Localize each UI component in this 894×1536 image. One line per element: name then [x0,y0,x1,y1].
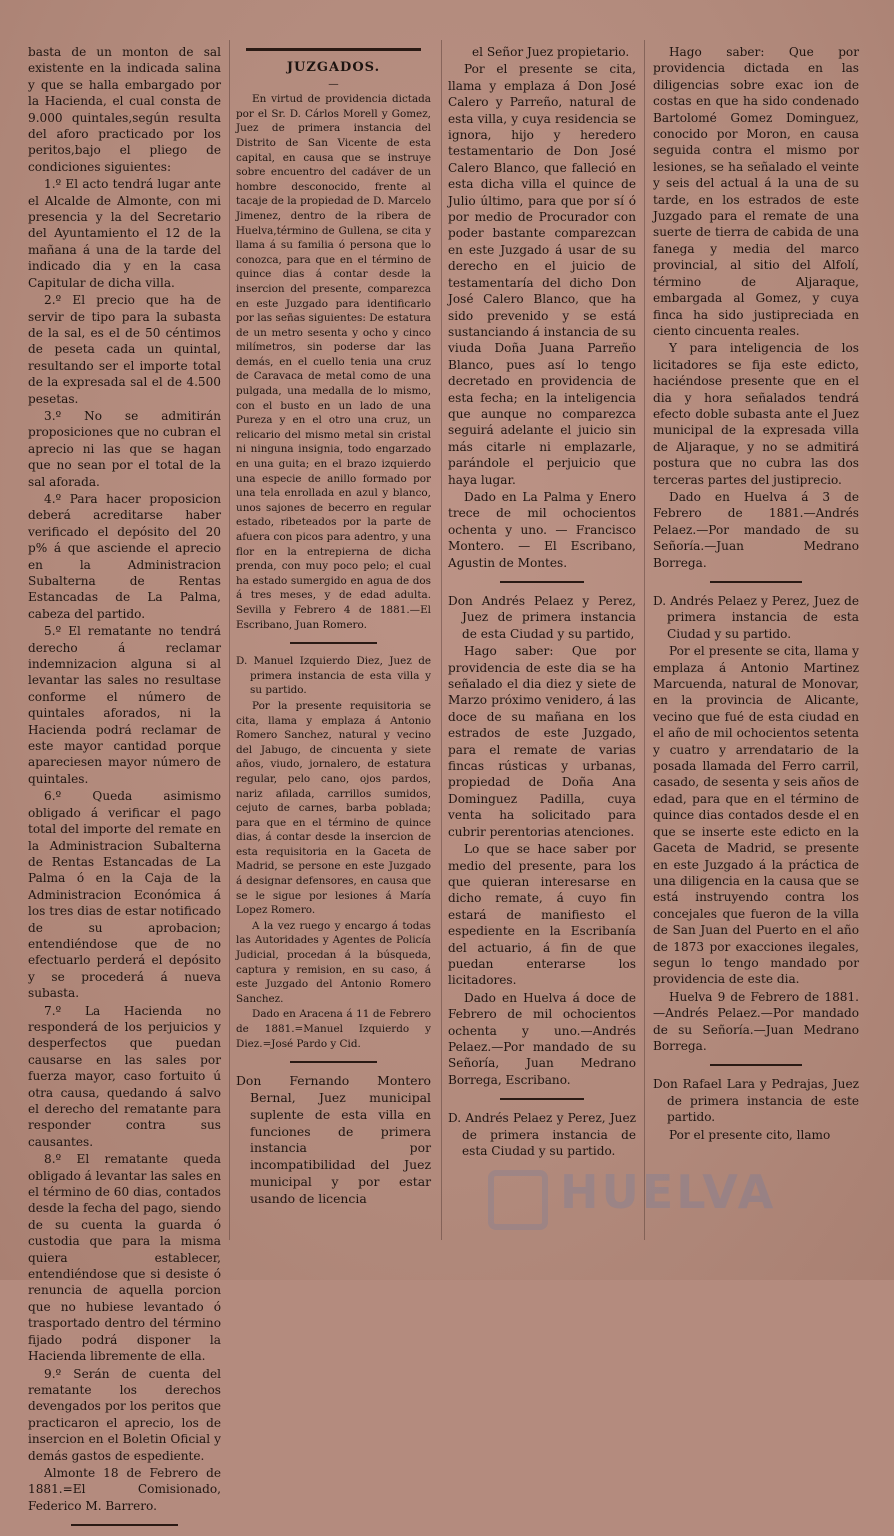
paragraph: Por el presente cito, llamo [669,1127,831,1142]
paragraph: Hago saber: Que por providencia de este dia se ha señalado el dia diez y siete de Marzo próximo venidero, á las doce de su mañana en los estrados de este Juzgado, para el remate de varias fincas rústicas y urbanas, propiedad de Doña Ana Dominguez Padilla, cuya venta ha solicitado para cubrir perentorias atenciones. [448,644,636,839]
paragraph: D. Manuel Izquierdo Diez, Juez de primera instancia de esta villa y su partido. [236,655,431,697]
divider [500,1098,585,1100]
paragraph: 1.º El acto tendrá lugar ante el Alcalde de Almonte, con mi presencia y la del Secretario del Ayuntamiento el 12 de la mañana á una de la tarde del indicado dia y en la casa Capitular de dicha villa. [28,177,221,290]
paragraph: Por la presente requisitoria se cita, llama y emplaza á Antonio Romero Sanchez, natural y vecino del Jabugo, de cincuenta y siete años, viudo, jornalero, de estatura regular, pelo cano, ojos pardos, nariz afilada, carrillos sumidos, cejuto de carnes, barba poblada; para que en el término de quince dias, á contar desde la insercion de esta requisitoria en la Gaceta de Madrid, se persone en este Juzgado á designar defensores, en causa que se le sigue por lesiones á María Lopez Romero. [236,699,431,917]
paragraph: 2.º El precio que ha de servir de tipo para la subasta de la sal, es el de 50 céntimos de peseta cada un quintal, resultando ser el importe total de la expresada sal el de 4.500 pesetas. [28,293,221,406]
divider [500,581,585,583]
paragraph: 6.º Queda asimismo obligado á verificar el pago total del importe del remate en la Administracion Subalterna de Rentas Estancadas de La Palma ó en la Caja de la Administracion Económica á los tres dias de estar notificado de su aprobacion; entendiéndose que de no efectuarlo perderá el depósito y se procederá á nueva subasta. [28,789,221,1001]
divider [290,1061,378,1063]
paragraph: 7.º La Hacienda no responderá de los perjuicios y desperfectos que puedan causarse en las sales por fuerza mayor, caso fortuito ú otra causa, quedando á salvo el derecho del rematante para responder contra sus causantes. [28,1003,221,1149]
watermark: HUELVA [560,1165,777,1219]
paragraph: 8.º El rematante queda obligado á levantar las sales en el término de 60 dias, contados desde la fecha del pago, siendo de su cuenta la guarda ó custodia que para la misma quiera establecer, entendiéndose que si desiste ó renuncia de aquella porcion que no hubiese levantado ó trasportado dentro del término fijado podrá disponer la Hacienda libremente de ella. [28,1152,221,1364]
paragraph: Don Andrés Pelaez y Perez, Juez de primera instancia de esta Ciudad y su partido, [448,594,636,641]
paragraph: Lo que se hace saber por medio del presente, para los que quieran interesarse en dicho remate, á cuyo fin estará de manifiesto el espediente en la Escribanía del actuario, á fin de que puedan enterarse los licitadores. [448,842,636,988]
paragraph: En virtud de providencia dictada por el Sr. D. Cárlos Morell y Gomez, Juez de primera instancia del Distrito de San Vicente de esta capital, en causa que se instruye sobre encuentro del cadáver de un hombre desconocido, frente al tacaje de la propiedad de D. Marcelo Jimenez, dentro de la ribera de Huelva,término de Gullena, se cita y llama á su familia ó persona que lo conozca, para que en el término de quince dias á contar desde la insercion del presente, comparezca en este Juzgado para identificarlo por las señas siguientes: De estatura de un metro sesenta y ocho y cinco milímetros, sin poderse dar las demás, en el cuello tenia una cruz de Caravaca de metal como de una pulgada, una medalla de lo mismo, con el busto en un lado de una Pureza y en el otro una cruz, un relicario del mismo metal sin cristal ni ninguna insignia, todo engarzado en una guita; en el brazo izquierdo una especie de anillo formado por una tela enrollada en azul y blanco, unos sajones de becerro en regular estado, ribeteados por la parte de afuera con picos para adentro, y una flor en la entrepierna de dicha prenda, con muy poco pelo; el cual ha estado sumergido en agua de dos á tres meses, y de edad adulta. Sevilla y Febrero 4 de 1881.—El Escribano, Juan Romero. [236,93,431,631]
paragraph: Y para inteligencia de los licitadores se fija este edicto, haciéndose presente que en el dia y hora señalados tendrá efecto doble subasta ante el Juez municipal de la expresada villa de Aljaraque, y no se admitirá postura que no cubra las dos terceras partes del justiprecio. [653,341,859,487]
title-dash: — [328,77,339,90]
divider [710,1064,803,1066]
paragraph: Dado en La Palma y Enero trece de mil ochocientos ochenta y uno. — Francisco Montero. — El Escribano, Agustin de Montes. [448,489,636,570]
paragraph: Dado en Huelva á doce de Febrero de mil ochocientos ochenta y uno.—Andrés Pelaez.—Por mandado de su Señoría, Juan Medrano Borrega, Escribano. [448,990,636,1087]
column-3 [448,44,636,1160]
column-separator [229,40,230,1240]
paragraph: basta de un monton de sal existente en la indicada salina y que se halla embargado por la Hacienda, el cual consta de 9.000 quintales,según resulta del aforo practicado por los peritos,bajo el pliego de condiciones siguientes: [28,45,221,174]
section-rule [246,48,422,51]
paragraph: D. Andrés Pelaez y Perez, Juez de primera instancia de esta Ciudad y su partido. [653,594,859,641]
column-4 [653,44,859,1144]
paragraph: Don Rafael Lara y Pedrajas, Juez de primera instancia de este partido. [653,1077,859,1125]
paragraph: Huelva 9 de Febrero de 1881.—Andrés Pelaez.—Por mandado de su Señoría.—Juan Medrano Borrega. [653,989,859,1053]
watermark-logo-icon [488,1170,548,1230]
paragraph: 4.º Para hacer proposicion deberá acreditarse haber verificado el depósito del 20 p% á que asciende el aprecio en la Administracion Subalterna de Rentas Estancadas de La Palma, cabeza del partido. [28,491,221,621]
column-1 [28,44,221,1536]
paragraph: 5.º El rematante no tendrá derecho á reclamar indemnizacion alguna si al levantar las sales no resultase conforme el número de quintales aforados, ni la Hacienda podrá reclamar de este mayor cantidad porque apareciesen mayor número de quintales. [28,624,221,786]
paragraph: el Señor Juez propietario. [472,45,630,59]
section-title: JUZGADOS. [286,60,381,75]
paragraph: A la vez ruego y encargo á todas las Autoridades y Agentes de Policía Judicial, procedan á la búsqueda, captura y remision, en su caso, á este Juzgado del Antonio Romero Sanchez. [236,919,431,1005]
paragraph: D. Andrés Pelaez y Perez, Juez de primera instancia de esta Ciudad y su partido. [448,1111,636,1158]
divider [290,642,378,644]
divider [71,1524,177,1526]
paragraph: Hago saber: Que por providencia dictada en las diligencias sobre exac ion de costas en que ha sido condenado Bartolomé Gomez Dominguez, conocido por Moron, en causa seguida contra el mismo por lesiones, se ha señalado el veinte y seis del actual á la una de su tarde, en los estrados de este Juzgado para el remate de una suerte de tierra de cabida de una fanega y media del marco provincial, al sitio del Alfolí, término de Aljaraque, embargada al Gomez, y cuya finca ha sido justipreciada en ciento cincuenta reales. [653,45,859,338]
column-separator [441,40,442,1240]
paragraph: Dado en Huelva á 3 de Febrero de 1881.—Andrés Pelaez.—Por mandado de su Señoría.—Juan Medrano Borrega. [653,489,859,570]
column-2 [236,44,431,1209]
column-separator [644,40,645,1240]
paragraph: Don Fernando Montero Bernal, Juez municipal suplente de esta villa en funciones de primera instancia por incompatibilidad del Juez municipal y por estar usando de licencia [236,1073,431,1206]
paragraph: 3.º No se admitirán proposiciones que no cubran el aprecio ni las que se hagan que no sean por el total de la sal aforada. [28,408,221,489]
paragraph: 9.º Serán de cuenta del rematante los derechos devengados por los peritos que practicaron el aprecio, los de insercion en el Boletin Oficial y demás gastos de espediente. [28,1366,221,1463]
paragraph: Dado en Aracena á 11 de Febrero de 1881.=Manuel Izquierdo y Diez.=José Pardo y Cid. [236,1008,431,1050]
paragraph: Almonte 18 de Febrero de 1881.=El Comisionado, Federico M. Barrero. [28,1465,221,1513]
paragraph: Por el presente se cita, llama y emplaza á Antonio Martinez Marcuenda, natural de Monovar, en la provincia de Alicante, vecino que fué de esta ciudad en el año de mil ochocientos setenta y cuatro y arrendatario de la posada llamada del Ferro carril, casado, de sesenta y seis años de edad, para que en el término de quince dias contados desde el en que se inserte este edicto en la Gaceta de Madrid, se presente en este Juzgado á la práctica de una diligencia en la causa que se está instruyendo contra los concejales que fueron de la villa de San Juan del Puerto en el año de 1873 por exacciones ilegales, segun lo tengo mandado por providencia de este dia. [653,644,859,987]
paragraph: Por el presente se cita, llama y emplaza á Don José Calero y Parreño, natural de esta villa, y cuya residencia se ignora, hijo y heredero testamentario de Don José Calero Blanco, que falleció en esta dicha villa el quince de Julio último, para que por sí ó por medio de Procurador con poder bastante comparezcan en este Juzgado á usar de su derecho en el juicio de testamentaría del dicho Don José Calero Blanco, que ha sido prevenido y se está sustanciando á instancia de su viuda Doña Juana Parreño Blanco, pues así lo tengo decretado en providencia de esta fecha; en la inteligencia que aunque no comparezca seguirá adelante el juicio sin más citarle ni emplazarle, parándole el perjuicio que haya lugar. [448,62,636,487]
divider [710,581,803,583]
